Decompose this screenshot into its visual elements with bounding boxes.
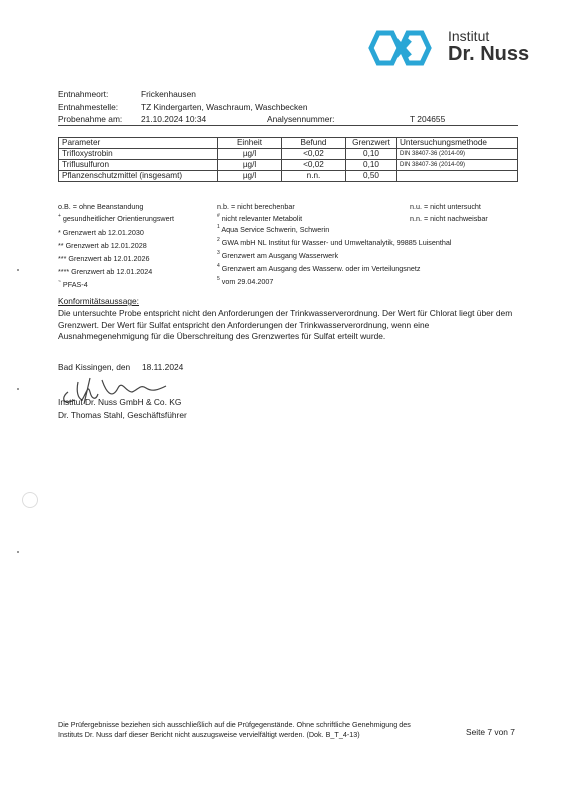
legend-f5-text: vom 29.04.2007 <box>221 277 274 286</box>
legend-g2024: **** Grenzwert ab 12.01.2024 <box>58 267 153 276</box>
entnahmeort-label: Entnahmeort: <box>58 89 109 99</box>
table-row <box>59 149 518 160</box>
cell-einheit: µg/l <box>218 149 282 160</box>
cell-parameter: Pflanzenschutzmittel (insgesamt) <box>59 171 218 182</box>
entnahmestelle-value: TZ Kindergarten, Waschraum, Waschbecken <box>141 102 308 112</box>
header-methode: Untersuchungsmethode <box>397 138 518 149</box>
cell-parameter: Trifloxystrobin <box>59 149 218 160</box>
konformitaet-title: Konformitätsaussage: <box>58 296 140 306</box>
cell-methode <box>397 171 518 182</box>
margin-mark <box>17 388 19 390</box>
header-grenzwert: Grenzwert <box>346 138 397 149</box>
table-row <box>59 160 518 171</box>
margin-mark <box>17 551 19 553</box>
cell-methode: DIN 38407-36 (2014-09) <box>397 160 518 171</box>
table-row <box>59 171 518 182</box>
legend-f4-text: Grenzwert am Ausgang des Wasserw. oder im Verteilungsnetz <box>221 264 421 273</box>
cell-befund: n.n. <box>282 171 346 182</box>
legend-ob: o.B. = ohne Beanstandung <box>58 202 144 211</box>
konformitaet-text: Die untersuchte Probe entspricht nicht den Anforderungen der Trinkwasserverordnung. Der Wert für Chlorat liegt über dem Grenzwert. Der Wert für Sulfat entspricht den Anforderungen der Trinkwasserverordnung, wenn eine Ausnahmegenehmigung für die Überschreitung des Grenzwertes für Sulfat erteilt wurde. <box>58 308 513 341</box>
legend-metab-text: nicht relevanter Metabolit <box>221 214 303 223</box>
probenahme-label: Probenahme am: <box>58 114 123 124</box>
legend-f2-text: GWA mbH NL Institut für Wasser- und Umweltanalytik, 99885 Luisenthal <box>221 238 452 247</box>
legend-orient: + gesundheitlicher Orientierungswert <box>58 213 174 223</box>
table-header-row <box>59 138 518 149</box>
legend-g2028: ** Grenzwert ab 12.01.2028 <box>58 241 147 250</box>
cell-befund: <0,02 <box>282 149 346 160</box>
legend-f3: $^3$ Grenzwert am Ausgang Wasserwerk <box>217 250 339 260</box>
legend-pfas-text: PFAS-4 <box>62 280 88 289</box>
legend-f1: $^1$ Aqua Service Schwerin, Schwerin <box>217 224 330 234</box>
cell-befund: <0,02 <box>282 160 346 171</box>
legend-nb: n.b. = nicht berechenbar <box>217 202 295 211</box>
logo <box>368 28 538 68</box>
punch-hole <box>22 492 38 508</box>
legend-f2: $^2$ GWA mbH NL Institut für Wasser- und Umweltanalytik, 99885 Luisenthal <box>217 237 452 247</box>
probenahme-value: 21.10.2024 10:34 <box>141 114 207 124</box>
cell-grenzwert: 0,50 <box>346 171 397 182</box>
header-parameter: Parameter <box>59 138 218 149</box>
signature-date: 18.11.2024 <box>142 362 184 372</box>
entnahmeort-value: Frickenhausen <box>141 89 196 99</box>
cell-methode: DIN 38407-36 (2014-09) <box>397 149 518 160</box>
margin-mark <box>17 269 19 271</box>
logo-line2: Dr. Nuss <box>448 43 530 65</box>
cell-einheit: µg/l <box>218 171 282 182</box>
header-einheit: Einheit <box>218 138 282 149</box>
logo-icon <box>368 30 438 66</box>
legend-f3-text: Grenzwert am Ausgang Wasserwerk <box>221 251 339 260</box>
header-befund: Befund <box>282 138 346 149</box>
legend-pfas: ~ PFAS-4 <box>58 279 88 289</box>
legend-f4: $^4$ Grenzwert am Ausgang des Wasserw. oder im Verteilungsnetz <box>217 263 421 273</box>
legend-metab: # nicht relevanter Metabolit <box>217 213 303 223</box>
cell-parameter: Triflusulfuron <box>59 160 218 171</box>
page-number: Seite 7 von 7 <box>466 727 515 737</box>
legend-g2030: * Grenzwert ab 12.01.2030 <box>58 228 144 237</box>
results-table <box>58 137 518 182</box>
analysennummer-value: T 204655 <box>410 114 446 124</box>
legend-orient-text: gesundheitlicher Orientierungswert <box>62 214 174 223</box>
legend-nu: n.u. = nicht untersucht <box>410 202 481 211</box>
signature-person: Dr. Thomas Stahl, Geschäftsführer <box>58 410 187 420</box>
footer-note: Die Prüfergebnisse beziehen sich ausschließlich auf die Prüfgegenstände. Ohne schriftliche Genehmigung des Instituts Dr. Nuss darf dieser Bericht nicht auszugsweise vervielfältigt werden. (Dok. B_T_4-13) <box>58 720 411 739</box>
cell-grenzwert: 0,10 <box>346 149 397 160</box>
signature-place: Bad Kissingen, den <box>58 362 131 372</box>
analysennummer-label: Analysennummer: <box>267 114 335 124</box>
cell-einheit: µg/l <box>218 160 282 171</box>
legend-f5: $^5$ vom 29.04.2007 <box>217 276 274 286</box>
entnahmestelle-label: Entnahmestelle: <box>58 102 119 112</box>
logo-line1: Institut <box>448 28 490 44</box>
info-divider <box>58 125 518 126</box>
legend-g2026: *** Grenzwert ab 12.01.2026 <box>58 254 150 263</box>
cell-grenzwert: 0,10 <box>346 160 397 171</box>
signature-company: Institut Dr. Nuss GmbH & Co. KG <box>58 397 182 407</box>
legend-nn: n.n. = nicht nachweisbar <box>410 214 488 223</box>
legend-f1-text: Aqua Service Schwerin, Schwerin <box>221 225 330 234</box>
